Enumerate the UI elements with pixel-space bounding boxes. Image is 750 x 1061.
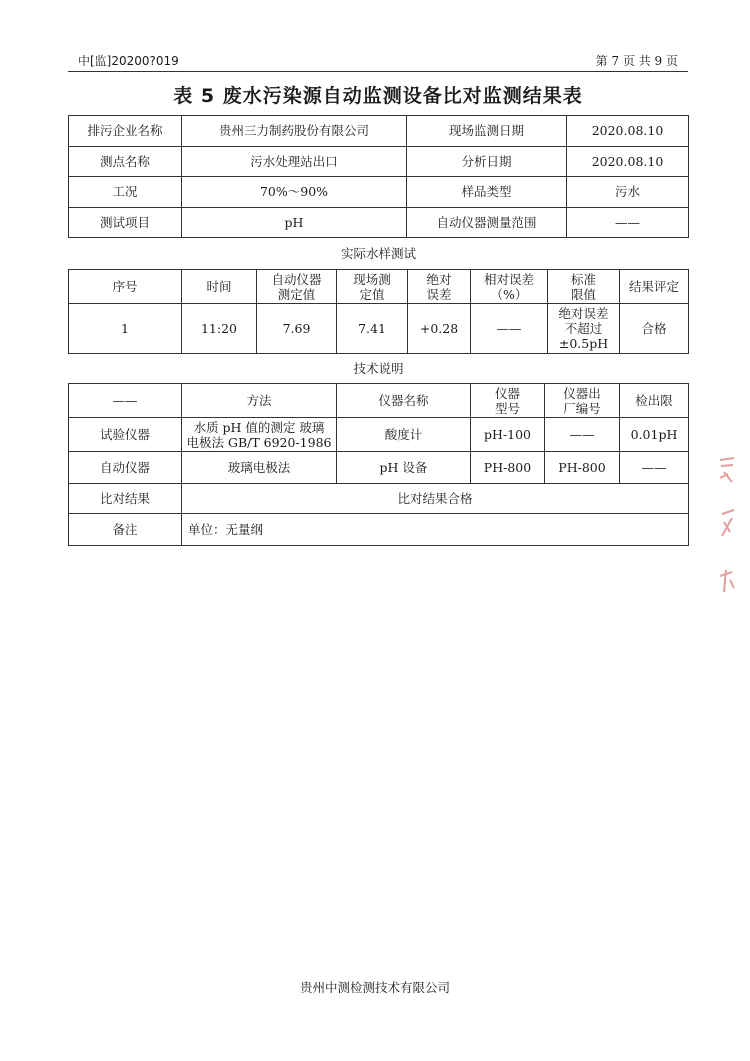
test-instrument-limit: 0.01pH <box>620 418 689 452</box>
condition-label: 工况 <box>69 177 182 208</box>
section-header-row <box>69 238 689 270</box>
row-std-limit: 绝对误差 不超过 ±0.5pH <box>548 304 620 354</box>
table-row <box>69 418 689 452</box>
table-row <box>69 484 689 514</box>
header-auto-value: 自动仪器 测定值 <box>257 270 337 304</box>
sample-test-section-title: 实际水样测试 <box>69 238 689 270</box>
column-header-row <box>69 384 689 418</box>
test-item-label: 测试项目 <box>69 207 182 238</box>
row-rel-error: —— <box>471 304 548 354</box>
header-site-value: 现场测 定值 <box>337 270 408 304</box>
column-header-row <box>69 270 689 304</box>
auto-instrument-label: 自动仪器 <box>69 452 182 484</box>
result-label: 比对结果 <box>69 484 182 514</box>
header-method: 方法 <box>182 384 337 418</box>
site-date-value: 2020.08.10 <box>567 116 689 147</box>
analysis-date-value: 2020.08.10 <box>567 146 689 177</box>
document-number: 中[监]20200?019 <box>78 54 179 68</box>
table-row <box>69 452 689 484</box>
header-instrument-name: 仪器名称 <box>337 384 471 418</box>
header-model: 仪器 型号 <box>471 384 545 418</box>
row-eval: 合格 <box>620 304 689 354</box>
tech-section-title: 技术说明 <box>69 354 689 384</box>
test-instrument-model: pH-100 <box>471 418 545 452</box>
header-abs-error: 绝对 误差 <box>408 270 471 304</box>
remark-value: 单位：无量纲 <box>182 514 689 546</box>
header-detection-limit: 检出限 <box>620 384 689 418</box>
auto-instrument-serial: PH-800 <box>545 452 620 484</box>
table-row <box>69 514 689 546</box>
sample-type-label: 样品类型 <box>407 177 567 208</box>
header-eval: 结果评定 <box>620 270 689 304</box>
analysis-date-label: 分析日期 <box>407 146 567 177</box>
table-row <box>69 304 689 354</box>
test-item-value: pH <box>182 207 407 238</box>
info-table <box>68 115 689 238</box>
range-value: —— <box>567 207 689 238</box>
row-abs-error: +0.28 <box>408 304 471 354</box>
table-row <box>69 207 689 238</box>
auto-instrument-limit: —— <box>620 452 689 484</box>
table-row <box>69 146 689 177</box>
auto-instrument-model: PH-800 <box>471 452 545 484</box>
table-row <box>69 177 689 208</box>
result-value: 比对结果合格 <box>182 484 689 514</box>
point-label: 测点名称 <box>69 146 182 177</box>
page-info: 第 7 页 共 9 页 <box>595 54 678 68</box>
seal-stamp-icon <box>714 452 738 602</box>
auto-instrument-name: pH 设备 <box>337 452 471 484</box>
row-site-value: 7.41 <box>337 304 408 354</box>
row-auto-value: 7.69 <box>257 304 337 354</box>
header-time: 时间 <box>182 270 257 304</box>
condition-value: 70%～90% <box>182 177 407 208</box>
header-rel-error: 相对误差 （%） <box>471 270 548 304</box>
sample-test-table <box>68 237 689 354</box>
table-row <box>69 116 689 147</box>
test-instrument-name: 酸度计 <box>337 418 471 452</box>
header-seq: 序号 <box>69 270 182 304</box>
row-seq: 1 <box>69 304 182 354</box>
remark-label: 备注 <box>69 514 182 546</box>
header-serial: 仪器出 厂编号 <box>545 384 620 418</box>
company-label: 排污企业名称 <box>69 116 182 147</box>
table-title: 表 5 废水污染源自动监测设备比对监测结果表 <box>173 85 583 107</box>
header-std-limit: 标准 限值 <box>548 270 620 304</box>
point-value: 污水处理站出口 <box>182 146 407 177</box>
site-date-label: 现场监测日期 <box>407 116 567 147</box>
test-instrument-label: 试验仪器 <box>69 418 182 452</box>
sample-type-value: 污水 <box>567 177 689 208</box>
auto-instrument-method: 玻璃电极法 <box>182 452 337 484</box>
company-value: 贵州三力制药股份有限公司 <box>182 116 407 147</box>
tech-table <box>68 353 689 546</box>
header-divider <box>68 71 688 72</box>
footer-company: 贵州中测检测技术有限公司 <box>299 980 450 995</box>
range-label: 自动仪器测量范围 <box>407 207 567 238</box>
section-header-row <box>69 354 689 384</box>
header-blank: —— <box>69 384 182 418</box>
row-time: 11:20 <box>182 304 257 354</box>
test-instrument-method: 水质 pH 值的测定 玻璃 电极法 GB/T 6920-1986 <box>182 418 337 452</box>
test-instrument-serial: —— <box>545 418 620 452</box>
